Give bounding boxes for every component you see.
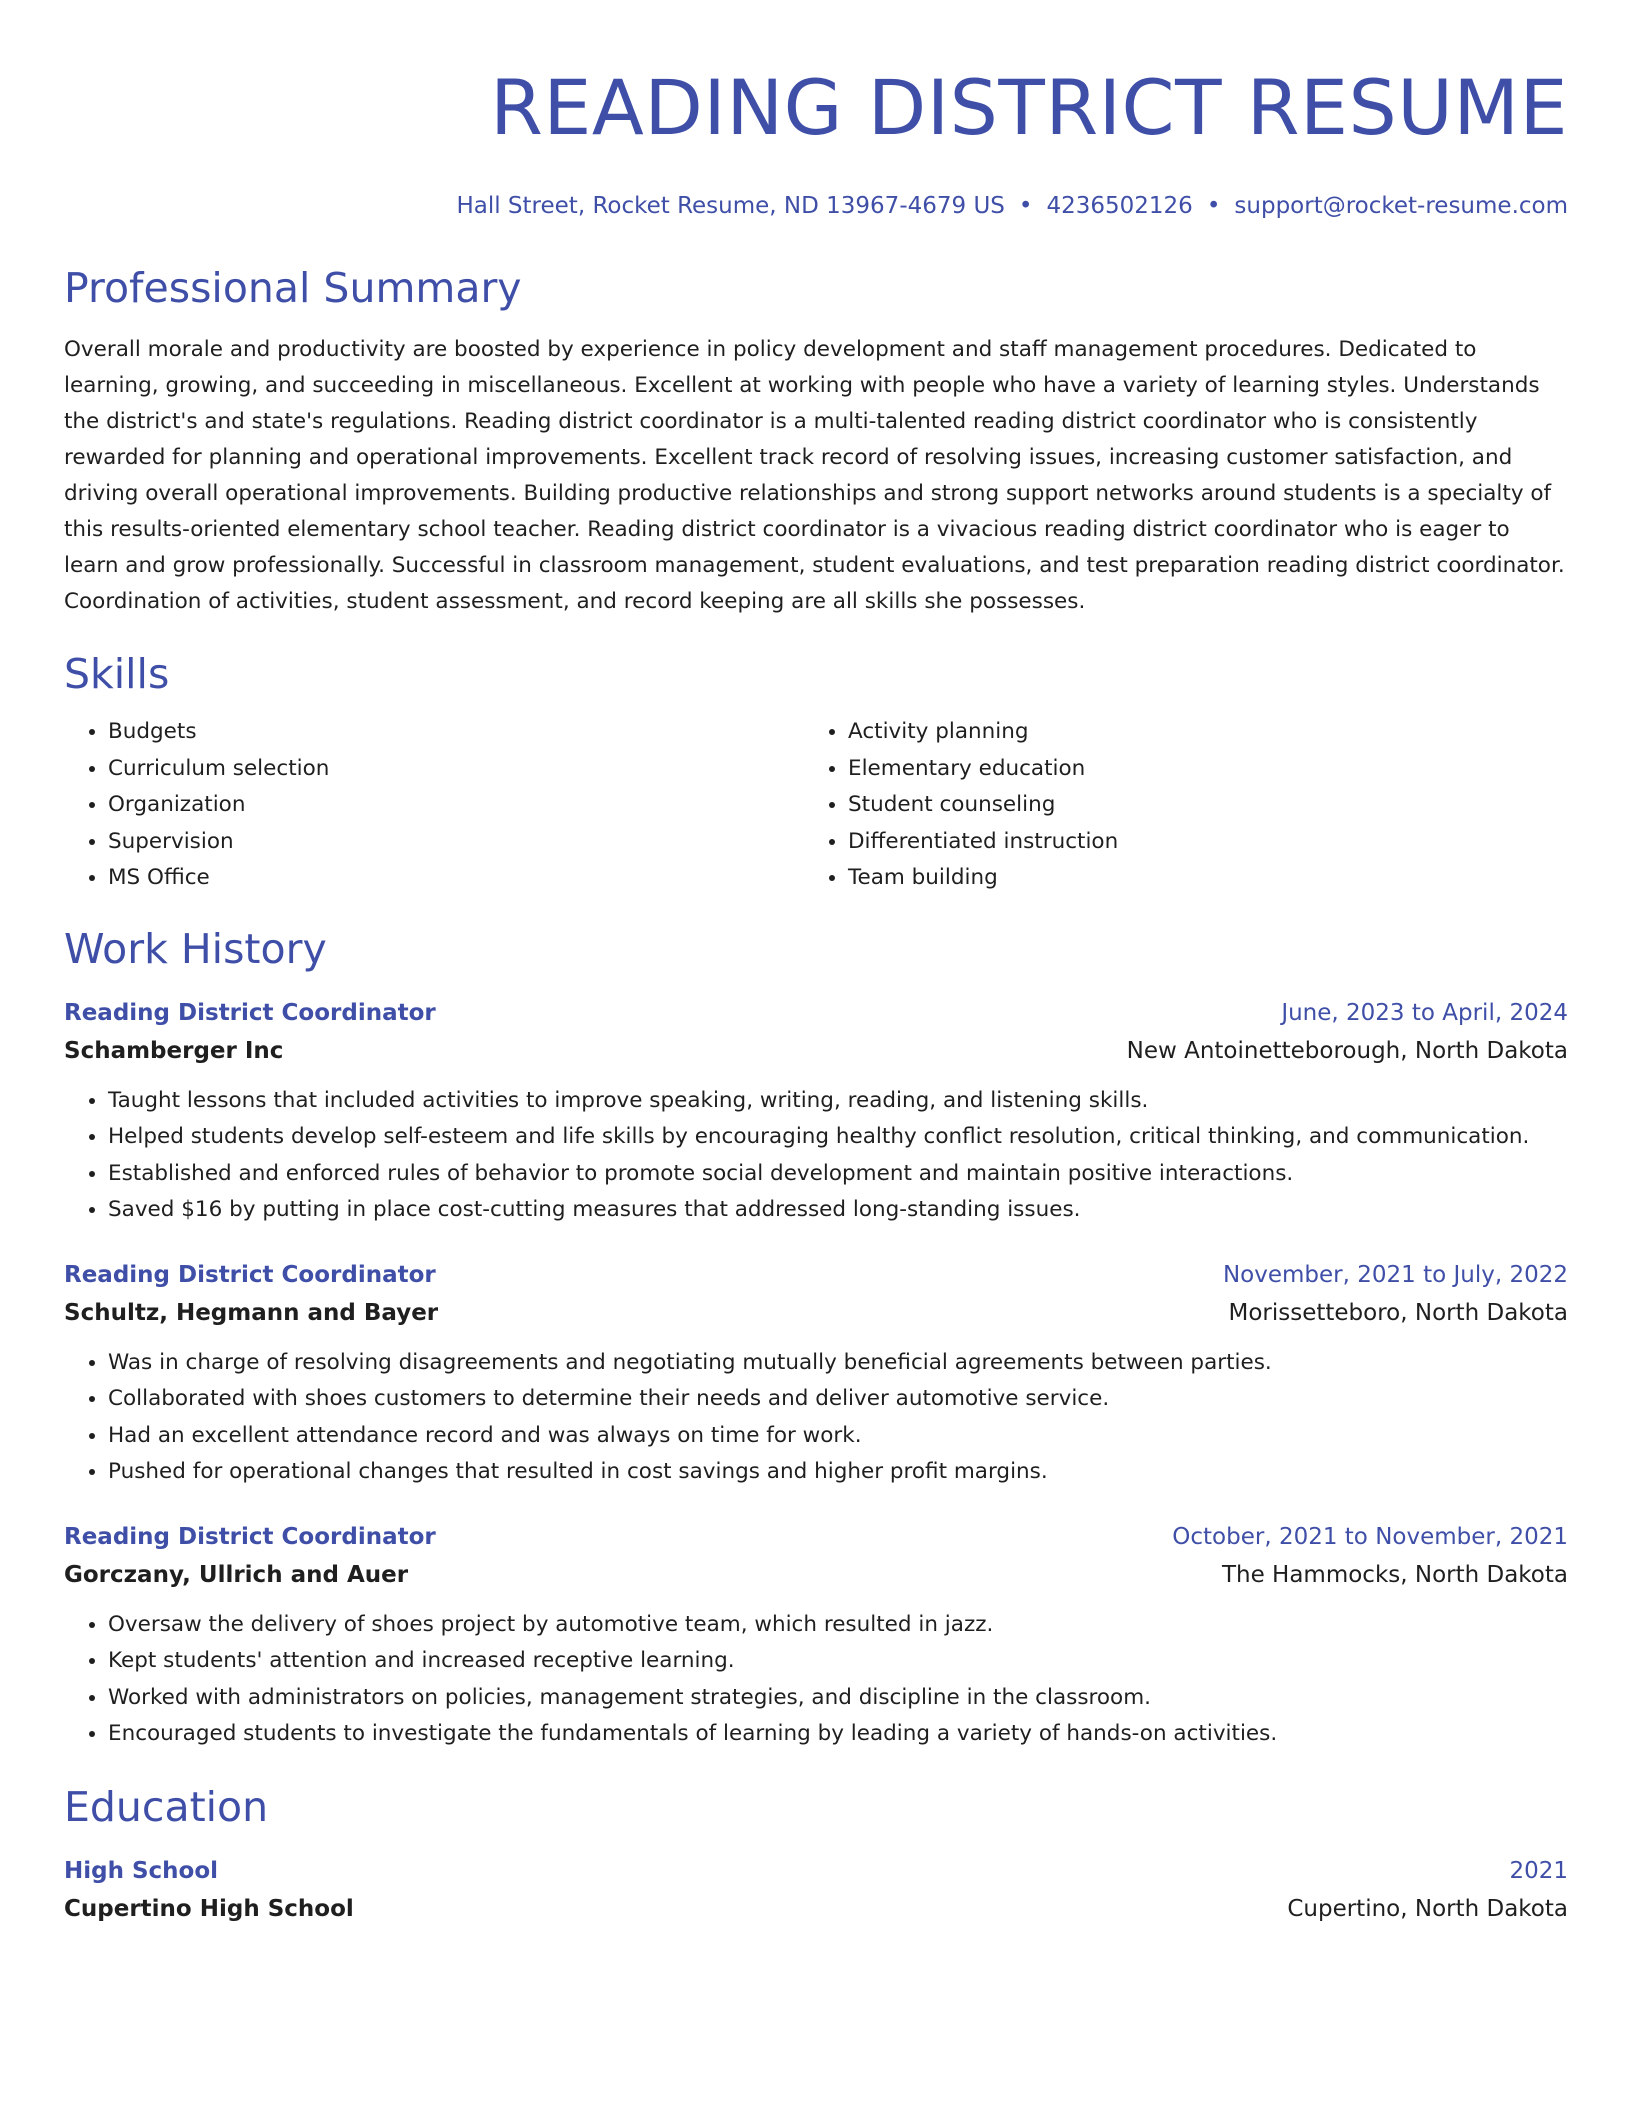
contact-separator: • [1018,193,1033,219]
job-bullet: • Kept students' attention and increased receptive learning. [108,1643,1568,1680]
education-location: Cupertino, North Dakota [1287,1895,1568,1922]
job-title-row [64,1519,1568,1555]
job-dates: November, 2021 to July, 2022 [1222,1261,1568,1288]
skill-item: • Team building [848,860,1544,897]
summary-text: Overall morale and productivity are boosted by experience in policy development and staff management procedures. Dedicated to learning, growing, and succeeding in miscellaneous. Excellent at working with people who have a variety of learning styles. Understands the district's and state's regulations. Reading district coordinator is a multi-talented reading district coordinator who is consistently rewarded for planning and operational improvements. Excellent track record of resolving issues, increasing customer satisfaction, and driving overall operational improvements. Building productive relationships and strong support networks around students is a specialty of this results-oriented elementary school teacher. Reading district coordinator is a vivacious reading district coordinator who is eager to learn and grow professionally. Successful in classroom management, student evaluations, and test preparation reading district coordinator. Coordination of activities, student assessment, and record keeping are all skills she possesses. [64,337,1565,614]
contact-phone: 4236502126 [1046,193,1193,219]
skill-item: • Student counseling [848,787,1544,824]
job-company-row [64,1293,1568,1333]
job-company: Schamberger Inc [64,1037,284,1064]
work-history-heading: Work History [64,924,327,973]
job-bullets [64,1345,1568,1491]
education-heading: Education [64,1782,269,1831]
resume-name: READING DISTRICT RESUME [490,63,1568,152]
education-entry [64,1853,1568,1929]
skill-item: • Organization [108,787,804,824]
skill-item: • Supervision [108,824,804,861]
skill-item: • Differentiated instruction [848,824,1544,861]
skill-item: • MS Office [108,860,804,897]
job-entry [64,995,1568,1229]
job-bullet: • Established and enforced rules of behavior to promote social development and maintain positive interactions. [108,1156,1568,1193]
job-location: Morissetteboro, North Dakota [1228,1299,1568,1326]
job-dates: October, 2021 to November, 2021 [1172,1523,1568,1550]
job-company-row [64,1031,1568,1071]
job-bullet: • Was in charge of resolving disagreements and negotiating mutually beneficial agreements between parties. [108,1345,1568,1382]
skill-item: • Budgets [108,714,804,751]
job-title: Reading District Coordinator [64,999,436,1026]
skills-heading: Skills [64,650,170,698]
resume-header [64,56,1568,222]
skills-list-left [64,714,804,897]
job-title: Reading District Coordinator [64,1261,436,1288]
job-company: Gorczany, Ullrich and Auer [64,1561,409,1588]
skills-grid [64,714,1568,897]
contact-separator: • [1206,193,1221,219]
job-bullet: • Collaborated with shoes customers to determine their needs and deliver automotive service. [108,1381,1568,1418]
job-bullet: • Worked with administrators on policies, management strategies, and discipline in the classroom. [108,1680,1568,1717]
job-entry [64,1519,1568,1753]
education-school: Cupertino High School [64,1895,354,1922]
job-company-row [64,1555,1568,1595]
summary-heading: Professional Summary [64,264,522,312]
job-title: Reading District Coordinator [64,1523,436,1550]
job-location: New Antoinetteborough, North Dakota [1126,1037,1568,1064]
job-bullets [64,1607,1568,1753]
contact-line [64,190,1568,222]
job-bullet: • Oversaw the delivery of shoes project by automotive team, which resulted in jazz. [108,1607,1568,1644]
skills-list-right [804,714,1544,897]
job-bullet: • Had an excellent attendance record and was always on time for work. [108,1418,1568,1455]
job-company: Schultz, Hegmann and Bayer [64,1299,439,1326]
education-degree-row [64,1853,1568,1889]
skill-item: • Activity planning [848,714,1544,751]
skill-item: • Curriculum selection [108,751,804,788]
skill-item: • Elementary education [848,751,1544,788]
job-bullet: • Saved $16 by putting in place cost-cutting measures that addressed long-standing issues. [108,1192,1568,1229]
education-school-row [64,1889,1568,1929]
job-bullets [64,1083,1568,1229]
contact-email: support@rocket-resume.com [1234,193,1568,219]
job-title-row [64,995,1568,1031]
contact-address: Hall Street, Rocket Resume, ND 13967-4679 US [456,193,1005,219]
job-bullet: • Encouraged students to investigate the fundamentals of learning by leading a variety of hands-on activities. [108,1716,1568,1753]
job-bullet: • Pushed for operational changes that resulted in cost savings and higher profit margins. [108,1454,1568,1491]
job-bullet: • Helped students develop self-esteem and life skills by encouraging healthy conflict resolution, critical thinking, and communication. [108,1119,1568,1156]
job-bullet: • Taught lessons that included activities to improve speaking, writing, reading, and listening skills. [108,1083,1568,1120]
job-dates: June, 2023 to April, 2024 [1281,999,1568,1026]
job-entry [64,1257,1568,1491]
job-location: The Hammocks, North Dakota [1221,1561,1568,1588]
job-title-row [64,1257,1568,1293]
education-year: 2021 [1509,1857,1568,1884]
education-degree: High School [64,1857,219,1884]
